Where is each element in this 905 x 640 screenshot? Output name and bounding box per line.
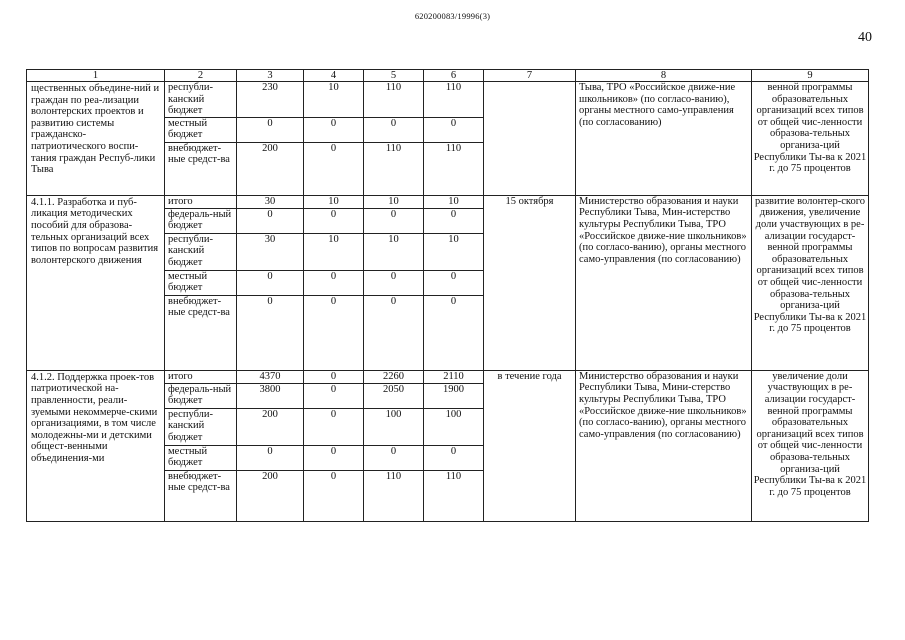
value-cell: 10 [304, 195, 364, 208]
result-cell: увеличение доли участвующих в ре-ализации государст-венной программы образовательных организаций всех типов от общей чис-ленности образова-тельных организа-ций Республики Ты-ва к 2021 г. до 75 процентов [752, 370, 869, 521]
value-cell: 0 [424, 208, 484, 233]
value-cell: 10 [424, 195, 484, 208]
funding-source-cell: местный бюджет [165, 117, 237, 142]
value-cell: 110 [364, 82, 424, 118]
value-cell: 2110 [424, 370, 484, 383]
plan-table [26, 69, 869, 522]
funding-source-cell: местный бюджет [165, 445, 237, 470]
value-cell: 0 [304, 370, 364, 383]
value-cell: 0 [237, 208, 304, 233]
value-cell: 10 [424, 233, 484, 270]
value-cell: 110 [364, 470, 424, 521]
column-number: 3 [237, 70, 304, 82]
value-cell: 0 [304, 470, 364, 521]
value-cell: 200 [237, 408, 304, 445]
value-cell: 0 [237, 445, 304, 470]
column-number: 5 [364, 70, 424, 82]
value-cell: 0 [304, 117, 364, 142]
funding-source-cell: республи-канский бюджет [165, 408, 237, 445]
value-cell: 30 [237, 195, 304, 208]
funding-source-cell: внебюджет-ные средст-ва [165, 295, 237, 370]
funding-source-cell: итого [165, 370, 237, 383]
value-cell: 100 [424, 408, 484, 445]
value-cell: 30 [237, 233, 304, 270]
deadline-cell: 15 октября [484, 195, 576, 370]
value-cell: 0 [364, 270, 424, 295]
column-number: 6 [424, 70, 484, 82]
value-cell: 110 [424, 142, 484, 195]
executors-cell: Министерство образования и науки Республики Тыва, Мини-стерство культуры Республики Тыва, ТРО «Российское движе-ние школьников» (по согласо-ванию), органы местного само-управления (по согласованию) [576, 370, 752, 521]
value-cell: 110 [424, 470, 484, 521]
funding-source-cell: местный бюджет [165, 270, 237, 295]
value-cell: 0 [304, 270, 364, 295]
value-cell: 0 [424, 270, 484, 295]
value-cell: 0 [364, 295, 424, 370]
value-cell: 0 [424, 445, 484, 470]
value-cell: 110 [424, 82, 484, 118]
table-row [27, 370, 869, 383]
funding-source-cell: федераль-ный бюджет [165, 383, 237, 408]
value-cell: 100 [364, 408, 424, 445]
value-cell: 0 [304, 383, 364, 408]
deadline-cell [484, 82, 576, 196]
value-cell: 0 [364, 445, 424, 470]
activity-cell: щественных объедине-ний и граждан по реа-лизации волонтерских проектов и развитию системы гражданско-патриотического воспи-тания граждан Респуб-лики Тыва [27, 82, 165, 196]
funding-source-cell: внебюджет-ные средст-ва [165, 470, 237, 521]
result-cell: развитие волонтер-ского движения, увеличение доли участвующих в ре-ализации государст-венной программы образовательных организаций всех типов от общей чис-ленности образова-тельных организа-ций Республики Ты-ва к 2021 г. до 75 процентов [752, 195, 869, 370]
value-cell: 10 [304, 233, 364, 270]
value-cell: 4370 [237, 370, 304, 383]
executors-cell: Министерство образования и науки Республики Тыва, Мин-истерство культуры Республики Тыва, ТРО «Российское движе-ние школьников» (по согласо-ванию), органы местного само-управления (по согласованию) [576, 195, 752, 370]
document-id: 620200083/19996(3) [414, 11, 491, 21]
value-cell: 110 [364, 142, 424, 195]
funding-source-cell: итого [165, 195, 237, 208]
value-cell: 1900 [424, 383, 484, 408]
value-cell: 0 [237, 270, 304, 295]
value-cell: 10 [304, 82, 364, 118]
activity-cell: 4.1.2. Поддержка проек-тов патриотической на-правленности, реали-зуемыми некоммерче-скими организациями, в том числе молодежны-ми и детскими общест-венными объединения-ми [27, 370, 165, 521]
funding-source-cell: республи-канский бюджет [165, 82, 237, 118]
value-cell: 3800 [237, 383, 304, 408]
value-cell: 200 [237, 470, 304, 521]
page-number: 40 [858, 30, 872, 45]
executors-cell: Тыва, ТРО «Российское движе-ние школьников» (по согласо-ванию), органы местного само-управления (по согласованию) [576, 82, 752, 196]
table-row [27, 195, 869, 208]
value-cell: 0 [364, 208, 424, 233]
column-number: 1 [27, 70, 165, 82]
value-cell: 230 [237, 82, 304, 118]
value-cell: 0 [304, 408, 364, 445]
funding-source-cell: федераль-ный бюджет [165, 208, 237, 233]
value-cell: 0 [304, 208, 364, 233]
column-number: 8 [576, 70, 752, 82]
value-cell: 10 [364, 195, 424, 208]
column-number: 2 [165, 70, 237, 82]
value-cell: 0 [304, 295, 364, 370]
funding-source-cell: внебюджет-ные средст-ва [165, 142, 237, 195]
table-row [27, 82, 869, 118]
value-cell: 0 [304, 142, 364, 195]
column-number: 9 [752, 70, 869, 82]
value-cell: 0 [424, 295, 484, 370]
activity-cell: 4.1.1. Разработка и пуб-ликация методических пособий для образова-тельных организаций всех типов по вопросам развития волонтерского движения [27, 195, 165, 370]
value-cell: 200 [237, 142, 304, 195]
value-cell: 0 [237, 295, 304, 370]
value-cell: 0 [237, 117, 304, 142]
value-cell: 0 [364, 117, 424, 142]
result-cell: венной программы образовательных организаций всех типов от общей чис-ленности образова-тельных организа-ций Республики Ты-ва к 2021 г. до 75 процентов [752, 82, 869, 196]
funding-source-cell: республи-канский бюджет [165, 233, 237, 270]
value-cell: 2260 [364, 370, 424, 383]
value-cell: 10 [364, 233, 424, 270]
column-number: 4 [304, 70, 364, 82]
column-number-row [27, 70, 869, 82]
value-cell: 0 [424, 117, 484, 142]
value-cell: 0 [304, 445, 364, 470]
column-number: 7 [484, 70, 576, 82]
deadline-cell: в течение года [484, 370, 576, 521]
value-cell: 2050 [364, 383, 424, 408]
